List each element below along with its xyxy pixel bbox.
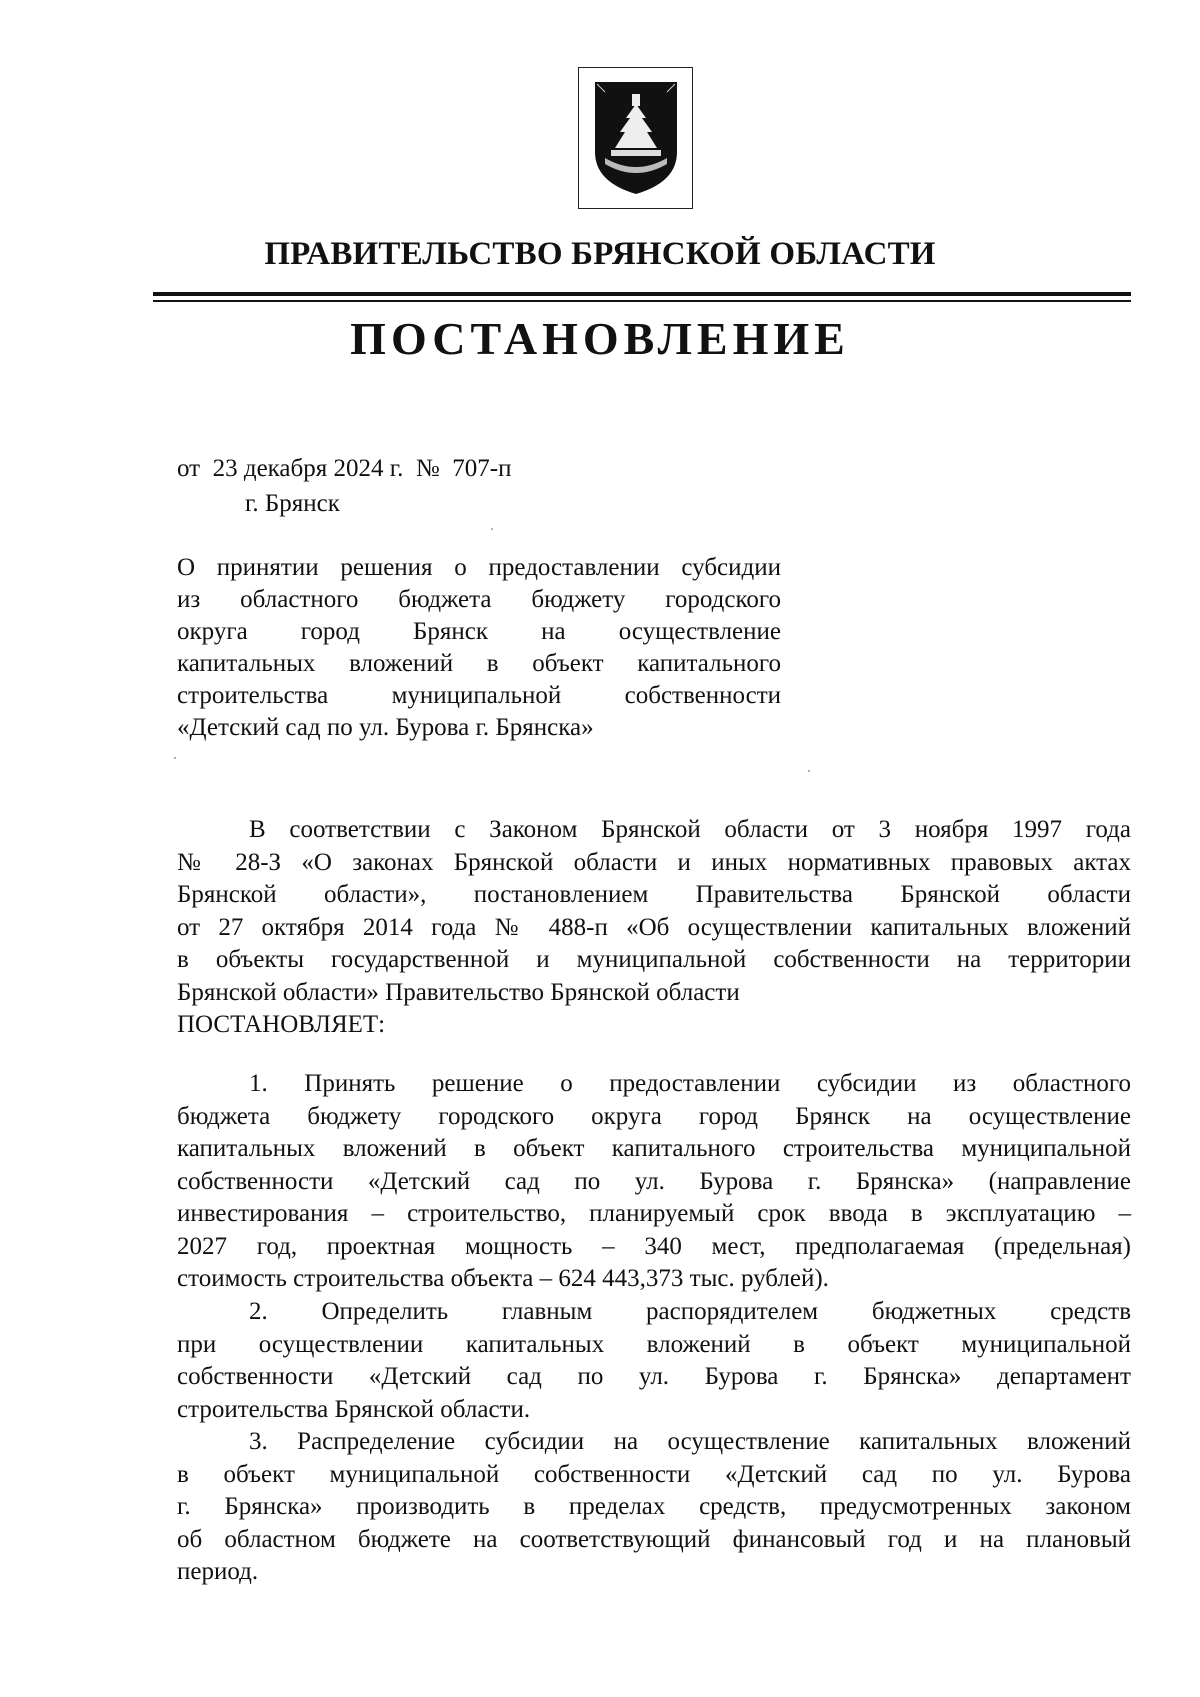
preamble-line: № 28-З «О законах Брянской области и иных нормативных правовых актах bbox=[177, 848, 1131, 876]
organization-title: ПРАВИТЕЛЬСТВО БРЯНСКОЙ ОБЛАСТИ bbox=[264, 236, 936, 272]
item-line: г. Брянска» производить в пределах средств, предусмотренных законом bbox=[177, 1493, 1131, 1520]
preamble-line: Брянской области» Правительство Брянской области bbox=[177, 978, 740, 1006]
item-line: строительства Брянской области. bbox=[177, 1395, 531, 1423]
header-rule-thick bbox=[153, 292, 1131, 296]
scan-speck bbox=[174, 757, 176, 759]
item-line: собственности «Детский сад по ул. Бурова г. Брянска» (направление bbox=[177, 1167, 1131, 1195]
preamble-line: от 27 октября 2014 года № 488-п «Об осуществлении капитальных вложений bbox=[177, 913, 1131, 941]
item-line: период. bbox=[177, 1558, 259, 1585]
date-number-line: от 23 декабря 2024 г. № 707-п bbox=[177, 455, 512, 482]
scan-speck bbox=[491, 528, 493, 530]
scan-speck bbox=[808, 770, 810, 772]
item-line: собственности «Детский сад по ул. Бурова г. Брянска» департамент bbox=[177, 1363, 1131, 1390]
coat-of-arms-icon bbox=[591, 78, 681, 198]
subject-line: округа город Брянск на осуществление bbox=[177, 618, 781, 645]
document-subject bbox=[177, 552, 781, 744]
item-1-paragraph bbox=[177, 1068, 1131, 1296]
subject-line: капитальных вложений в объект капитального bbox=[177, 650, 781, 677]
item-line: в объект муниципальной собственности «Детский сад по ул. Бурова bbox=[177, 1460, 1131, 1488]
item-line: бюджета бюджету городского округа город Брянск на осуществление bbox=[177, 1102, 1131, 1130]
item-line: 1. Принять решение о предоставлении субсидии из областного bbox=[249, 1070, 1131, 1097]
item-line: об областном бюджете на соответствующий финансовый год и на плановый bbox=[177, 1525, 1131, 1553]
item-line: инвестирования – строительство, планируемый срок ввода в эксплуатацию – bbox=[177, 1200, 1131, 1227]
item-line: 2. Определить главным распорядителем бюджетных средств bbox=[249, 1298, 1131, 1325]
resolves-heading: ПОСТАНОВЛЯЕТ: bbox=[177, 1011, 386, 1038]
item-line: 3. Распределение субсидии на осуществление капитальных вложений bbox=[249, 1428, 1131, 1455]
header-rule-thin bbox=[153, 300, 1131, 302]
preamble-line: Брянской области», постановлением Правительства Брянской области bbox=[177, 881, 1131, 908]
preamble-line: В соответствии с Законом Брянской области от 3 ноября 1997 года bbox=[249, 816, 1131, 843]
preamble-paragraph bbox=[177, 814, 1131, 1042]
document-type-title: ПОСТАНОВЛЕНИЕ bbox=[350, 313, 850, 364]
subject-line: «Детский сад по ул. Бурова г. Брянска» bbox=[177, 714, 594, 741]
preamble-line: в объекты государственной и муниципальной собственности на территории bbox=[177, 946, 1131, 973]
item-3-paragraph bbox=[177, 1426, 1131, 1589]
item-2-paragraph bbox=[177, 1296, 1131, 1426]
item-line: при осуществлении капитальных вложений в объект муниципальной bbox=[177, 1330, 1131, 1358]
subject-line: О принятии решения о предоставлении субсидии bbox=[177, 554, 781, 581]
city-line: г. Брянск bbox=[245, 490, 340, 517]
item-line: 2027 год, проектная мощность – 340 мест, предполагаемая (предельная) bbox=[177, 1232, 1131, 1260]
coat-of-arms-emblem bbox=[578, 67, 693, 209]
subject-line: из областного бюджета бюджету городского bbox=[177, 586, 781, 613]
subject-line: строительства муниципальной собственности bbox=[177, 682, 781, 709]
item-line: капитальных вложений в объект капитального строительства муниципальной bbox=[177, 1135, 1131, 1162]
item-line: стоимость строительства объекта – 624 443,373 тыс. рублей). bbox=[177, 1265, 829, 1292]
